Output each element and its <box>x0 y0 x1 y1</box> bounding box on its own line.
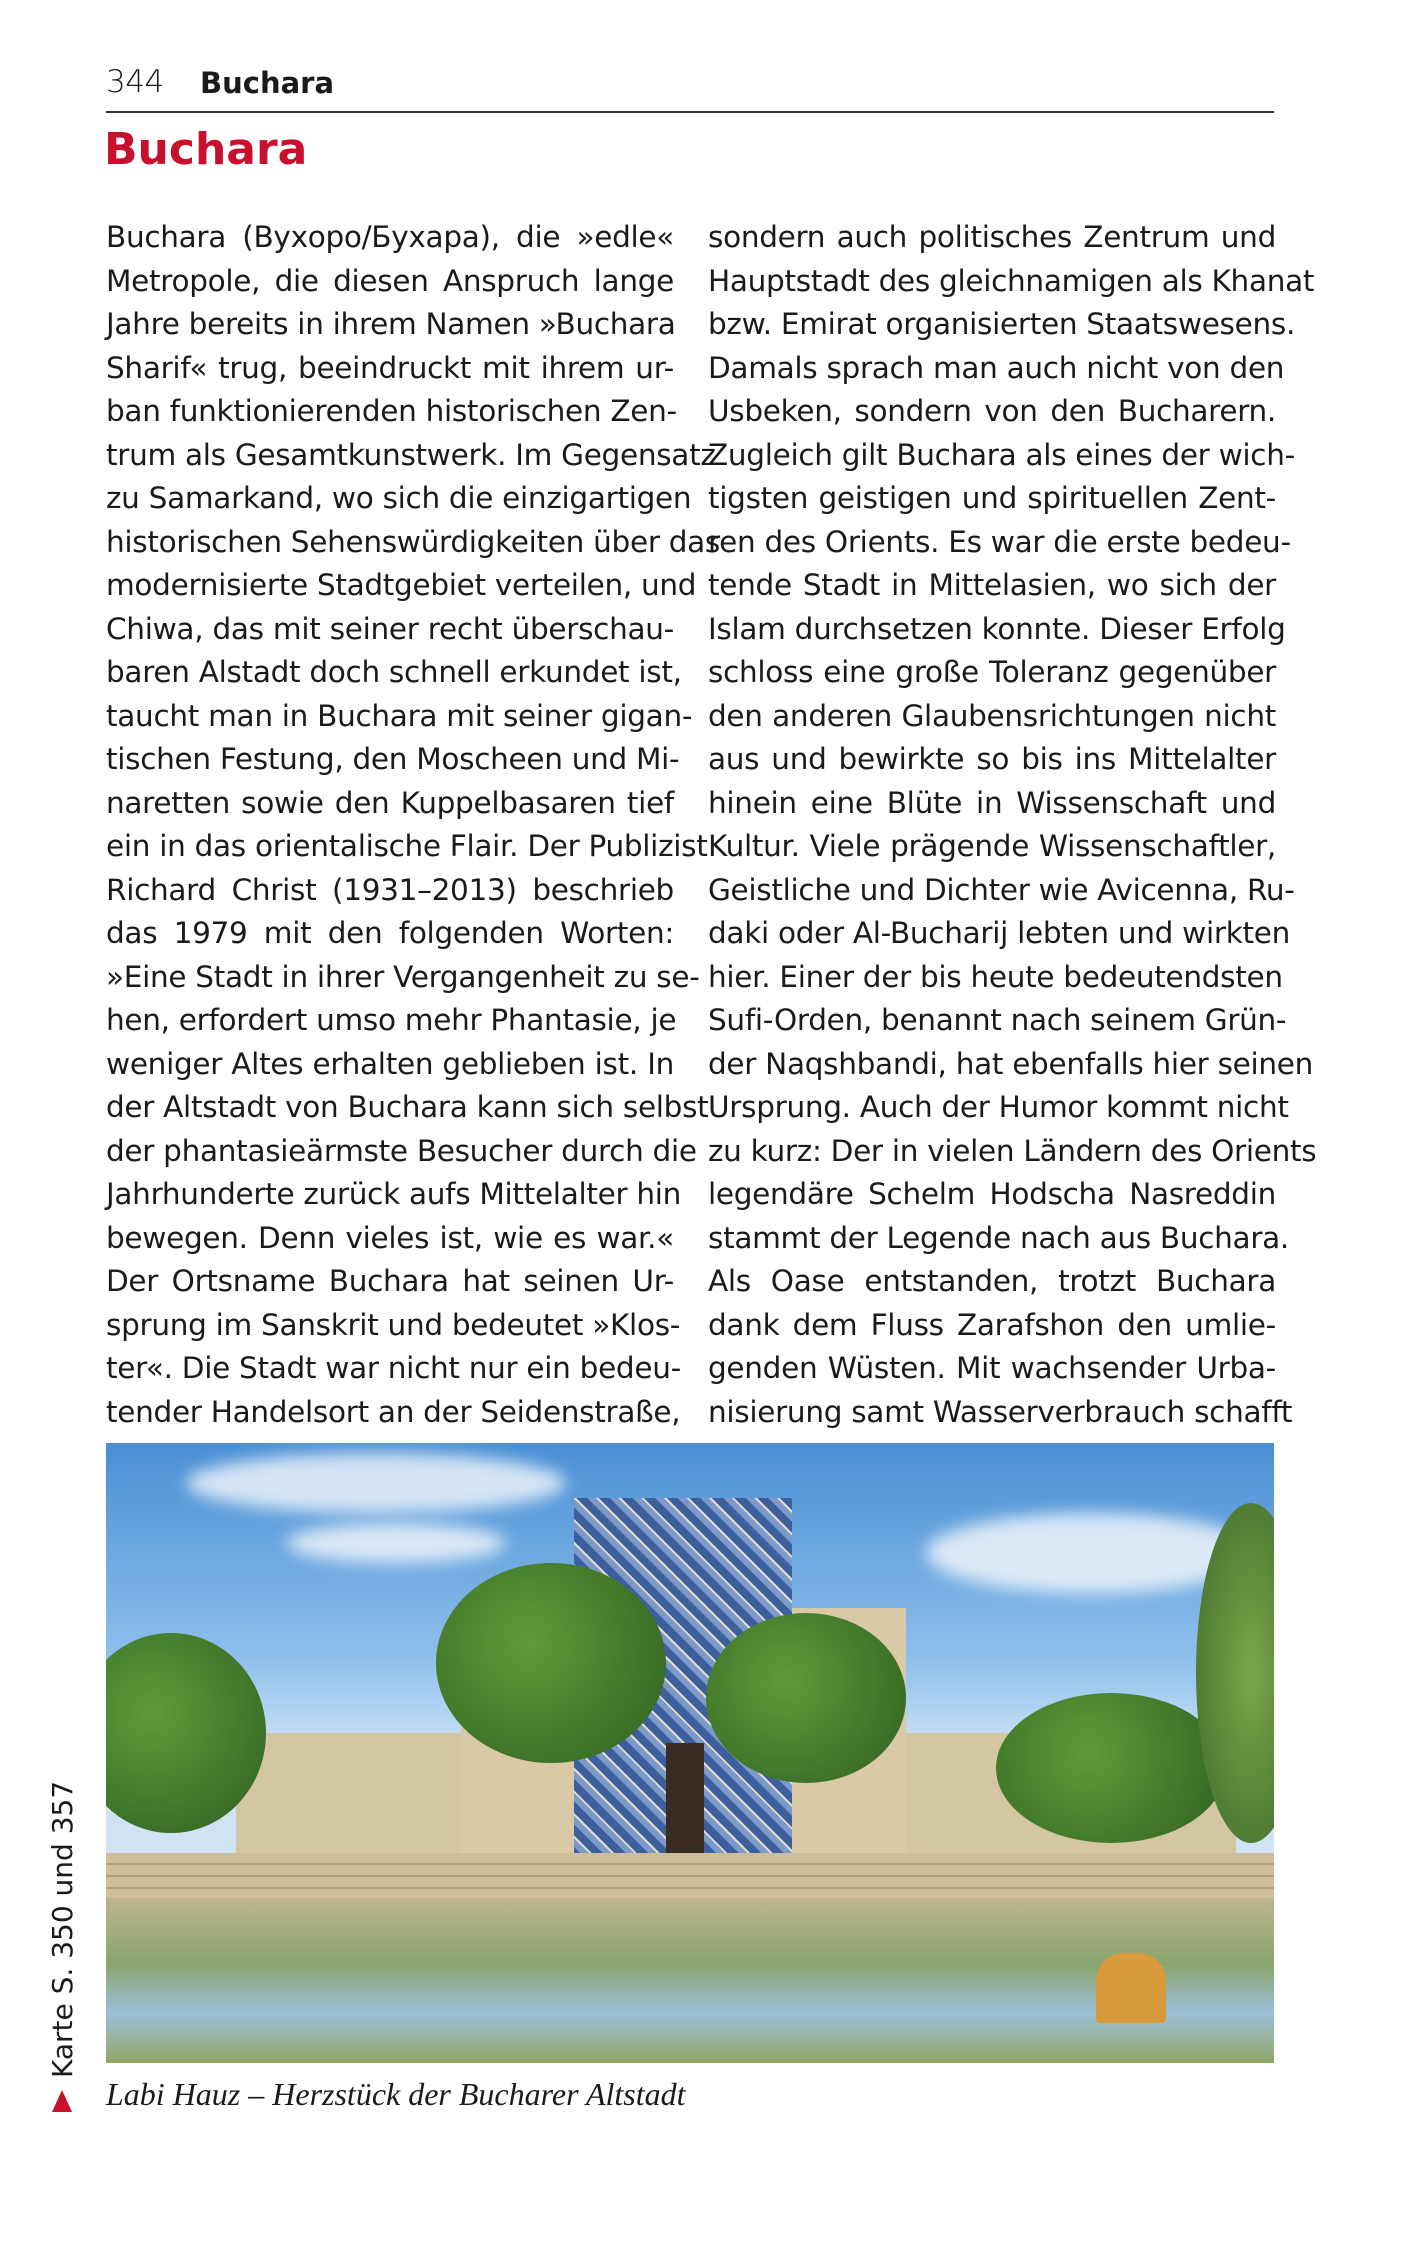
text-line: sprung im Sanskrit und bedeutet »Klos- <box>106 1307 681 1342</box>
text-line: Kultur. Viele prägende Wissenschaftler, <box>708 829 1276 863</box>
text-line: stammt der Legende nach aus Buchara. <box>708 1220 1290 1255</box>
text-line: Geistliche und Dichter wie Avicenna, Ru- <box>708 872 1295 907</box>
text-line: modernisierte Stadtgebiet verteilen, und <box>106 568 697 602</box>
header-rule <box>106 111 1274 113</box>
text-line: Buchara (Вухоро/Бухара), die »edle« <box>106 220 674 254</box>
text-line: genden Wüsten. Mit wachsender Urba- <box>708 1351 1276 1385</box>
text-line: ter«. Die Stadt war nicht nur ein bedeu- <box>106 1351 681 1385</box>
text-line: Damals sprach man auch nicht von den <box>708 350 1285 385</box>
text-line: hen, erfordert umso mehr Phantasie, je <box>106 1003 677 1037</box>
text-line: Zugleich gilt Buchara als eines der wich- <box>708 437 1295 472</box>
text-line: Metropole, die diesen Anspruch lange <box>106 263 674 298</box>
text-line: Chiwa, das mit seiner recht überschau- <box>106 611 674 646</box>
text-line: tender Handelsort an der Seidenstraße, <box>106 1394 681 1429</box>
running-title: Buchara <box>200 66 335 100</box>
page-number: 344 <box>106 64 164 100</box>
text-line: Usbeken, sondern von den Bucharern. <box>708 394 1276 428</box>
text-line: baren Alstadt doch schnell erkundet ist, <box>106 655 682 689</box>
text-line: ban funktionierenden historischen Zen- <box>106 394 677 428</box>
text-column-1 <box>106 216 720 1434</box>
photo-labi-hauz <box>106 1443 1274 2063</box>
text-line: »Eine Stadt in ihrer Vergangenheit zu se- <box>106 959 700 994</box>
page-title: Buchara <box>104 124 308 175</box>
text-line: Als Oase entstanden, trotzt Buchara <box>708 1264 1276 1298</box>
text-line: der phantasieärmste Besucher durch die <box>106 1133 697 1168</box>
text-line: der Naqshbandi, hat ebenfalls hier seinen <box>708 1046 1314 1081</box>
text-line: taucht man in Buchara mit seiner gigan- <box>106 698 693 733</box>
text-line: tigsten geistigen und spirituellen Zent- <box>708 481 1276 515</box>
map-reference-marker-icon <box>52 2090 72 2112</box>
text-line: Sharif« trug, beeindruckt mit ihrem ur- <box>106 350 674 385</box>
text-line: legendäre Schelm Hodscha Nasreddin <box>708 1177 1276 1211</box>
photo-caption: Labi Hauz – Herzstück der Bucharer Altstadt <box>106 2076 686 2112</box>
text-line: zu kurz: Der in vielen Ländern des Orients <box>708 1133 1317 1168</box>
text-line: Islam durchsetzen konnte. Dieser Erfolg <box>708 611 1286 646</box>
text-line: ein in das orientalische Flair. Der Publizist <box>106 829 708 863</box>
text-line: zu Samarkand, wo sich die einzigartigen <box>106 481 692 515</box>
text-line: Jahre bereits in ihrem Namen »Buchara <box>106 307 676 341</box>
text-line: tende Stadt in Mittelasien, wo sich der <box>708 568 1276 602</box>
text-line: nisierung samt Wasserverbrauch schafft <box>708 1394 1293 1429</box>
text-line: weniger Altes erhalten geblieben ist. In <box>106 1046 674 1081</box>
text-line: ren des Orients. Es war die erste bedeu- <box>708 524 1291 559</box>
text-line: Jahrhunderte zurück aufs Mittelalter hin <box>106 1177 682 1211</box>
text-line: sondern auch politisches Zentrum und <box>708 220 1276 254</box>
map-reference: Karte S. 350 und 357 <box>46 1780 79 2078</box>
text-line: historischen Sehenswürdigkeiten über das <box>106 524 720 559</box>
text-line: naretten sowie den Kuppelbasaren tief <box>106 785 674 820</box>
text-line: Hauptstadt des gleichnamigen als Khanat <box>708 263 1315 298</box>
text-line: Richard Christ (1931–2013) beschrieb <box>106 872 674 907</box>
text-line: hinein eine Blüte in Wissenschaft und <box>708 785 1276 820</box>
text-line: hier. Einer der bis heute bedeutendsten <box>708 959 1283 994</box>
text-line: dank dem Fluss Zarafshon den umlie- <box>708 1307 1276 1342</box>
text-line: Ursprung. Auch der Humor kommt nicht <box>708 1090 1289 1124</box>
text-line: tischen Festung, den Moscheen und Mi- <box>106 742 680 776</box>
text-line: der Altstadt von Buchara kann sich selbst <box>106 1090 709 1124</box>
text-line: den anderen Glaubensrichtungen nicht <box>708 698 1276 733</box>
text-line: bzw. Emirat organisierten Staatswesens. <box>708 307 1296 341</box>
text-line: daki oder Al-Bucharij lebten und wirkten <box>708 916 1290 950</box>
text-column-2 <box>708 216 1317 1434</box>
text-line: trum als Gesamtkunstwerk. Im Gegensatz <box>106 437 716 472</box>
text-line: Der Ortsname Buchara hat seinen Ur- <box>106 1264 674 1298</box>
text-line: schloss eine große Toleranz gegenüber <box>708 655 1276 689</box>
text-line: bewegen. Denn vieles ist, wie es war.« <box>106 1220 674 1255</box>
text-line: Sufi-Orden, benannt nach seinem Grün- <box>708 1003 1287 1037</box>
text-line: aus und bewirkte so bis ins Mittelalter <box>708 742 1276 776</box>
text-line: das 1979 mit den folgenden Worten: <box>106 916 674 950</box>
